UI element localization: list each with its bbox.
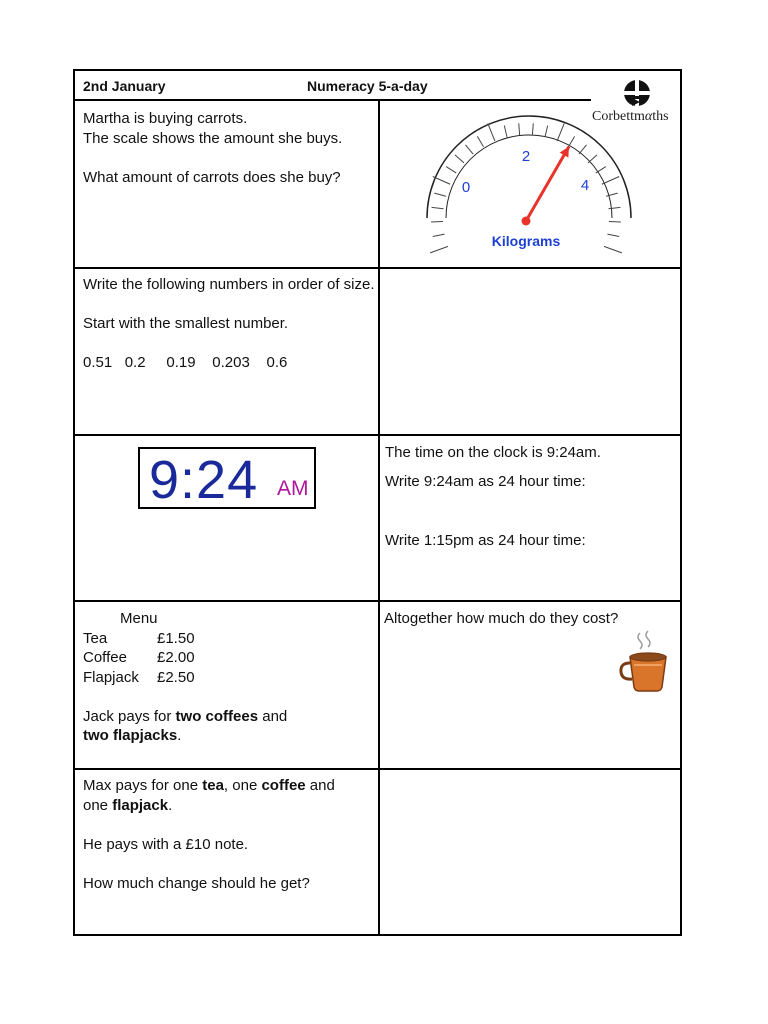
weighing-scale bbox=[378, 101, 682, 261]
scale-tick-mark bbox=[602, 177, 619, 185]
scale-tick-mark bbox=[568, 136, 574, 146]
scale-needle bbox=[526, 147, 569, 221]
scale-tick-4: 4 bbox=[580, 177, 590, 194]
scale-tick-mark bbox=[609, 221, 621, 222]
scale-tick-mark bbox=[579, 145, 587, 154]
corbettmaths-logo-text: Corbettmαths bbox=[592, 109, 669, 124]
scale-tick-mark bbox=[455, 155, 464, 163]
scale-tick-mark bbox=[557, 123, 564, 141]
menu-row-coffee: Coffee £2.00 bbox=[83, 649, 195, 666]
scale-tick-mark bbox=[596, 167, 606, 174]
q1-text: Martha is buying carrots. The scale shows the amount she buys. What amount of carrots does she buy? bbox=[83, 110, 343, 186]
row-divider-4 bbox=[75, 768, 680, 770]
scale-tick-mark bbox=[465, 145, 473, 154]
q2-numbers: 0.51 0.2 0.19 0.203 0.6 bbox=[83, 354, 288, 371]
q5-text: Max pays for one tea, one coffee and one flapjack. He pays with a £10 note. How much change should he get? bbox=[83, 777, 335, 892]
scale-tick-mark bbox=[433, 177, 450, 185]
menu-title: Menu bbox=[120, 610, 158, 627]
q2-text: Write the following numbers in order of size. Start with the smallest number. 0.51 0.2 0.19 0.203 0.6 bbox=[83, 276, 375, 371]
digital-clock bbox=[138, 447, 316, 509]
header-title: Numeracy 5-a-day bbox=[307, 78, 428, 94]
scale-tick-mark bbox=[433, 234, 445, 236]
header bbox=[75, 71, 680, 101]
menu-row-tea: Tea £1.50 bbox=[83, 629, 195, 647]
scale-tick-mark bbox=[431, 221, 443, 222]
clock-time: 9:24 bbox=[149, 450, 259, 510]
clock-ampm: AM bbox=[277, 477, 309, 500]
scale-tick-mark bbox=[488, 123, 495, 141]
scale-tick-mark bbox=[588, 155, 597, 163]
row-divider-3 bbox=[75, 600, 680, 602]
q3-text: The time on the clock is 9:24am. Write 9:24am as 24 hour time: Write 1:15pm as 24 hour time: bbox=[385, 444, 601, 549]
scale-tick-mark bbox=[604, 246, 622, 252]
scale-tick-mark bbox=[432, 207, 444, 208]
row-divider-1 bbox=[75, 267, 680, 269]
scale-tick-mark bbox=[504, 126, 507, 138]
q4-text: Menu Tea £1.50 Coffee £2.00 Flapjack £2.50 Jack pays for two coffees and two flapjacks. bbox=[83, 609, 373, 746]
scale-tick-2: 2 bbox=[521, 148, 531, 165]
header-date: 2nd January bbox=[83, 78, 166, 94]
scale-tick-mark bbox=[434, 193, 446, 196]
scale-tick-mark bbox=[607, 234, 619, 236]
scale-tick-mark bbox=[608, 207, 620, 208]
scale-tick-mark bbox=[519, 123, 520, 135]
menu-row-flapjack: Flapjack £2.50 bbox=[83, 668, 195, 686]
coffee-cup-icon bbox=[616, 629, 676, 693]
scale-tick-0: 0 bbox=[461, 179, 471, 196]
scale-tick-mark bbox=[477, 136, 483, 146]
worksheet bbox=[73, 69, 682, 936]
scale-pivot bbox=[522, 217, 531, 226]
scale-tick-mark bbox=[532, 123, 533, 135]
row-divider-2 bbox=[75, 434, 680, 436]
q4-question: Altogether how much do they cost? bbox=[384, 610, 619, 627]
scale-tick-mark bbox=[430, 246, 448, 252]
scale-tick-mark bbox=[446, 167, 456, 174]
scale-unit-label: Kilograms bbox=[491, 233, 561, 249]
scale-tick-mark bbox=[545, 126, 548, 138]
